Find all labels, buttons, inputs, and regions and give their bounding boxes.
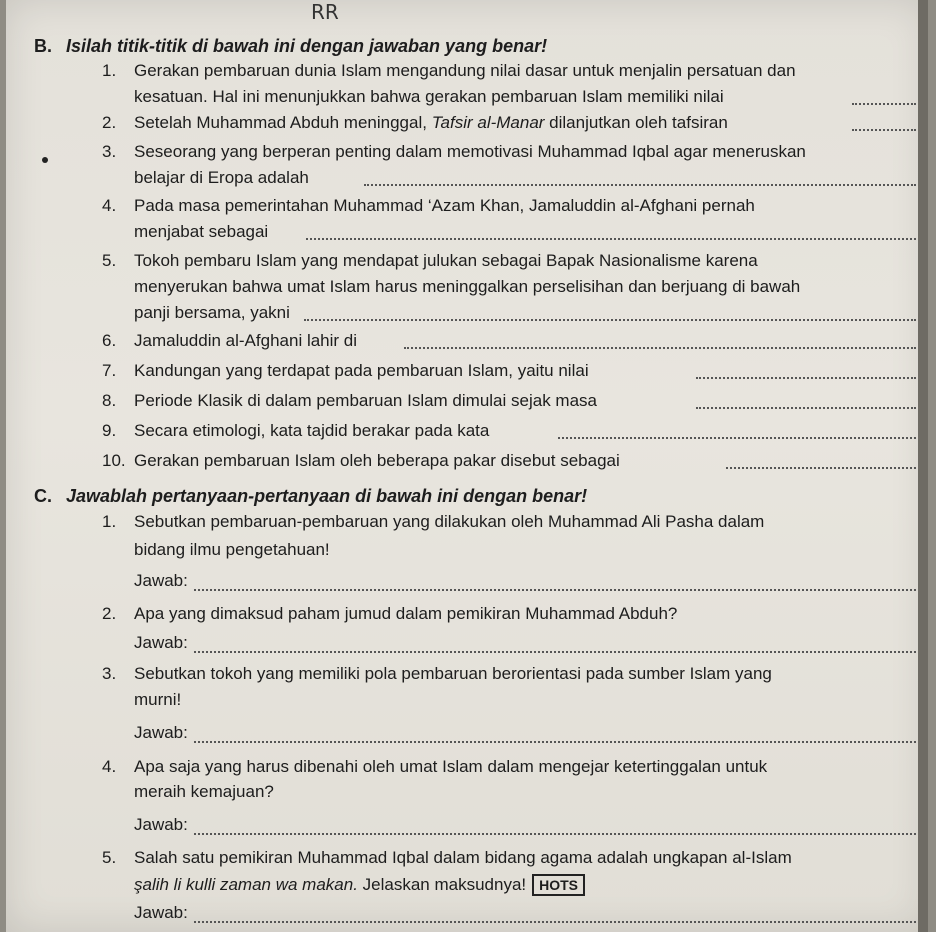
b3-number: 3. (102, 142, 117, 161)
b6-number: 6. (102, 331, 117, 350)
b3-answer-blank[interactable] (364, 184, 916, 186)
b5-text-line3: panji bersama, yakni (134, 303, 290, 322)
b5-number: 5. (102, 251, 117, 270)
b9-text: Secara etimologi, kata tajdid berakar pada kata (134, 421, 490, 440)
b1-text-line2: kesatuan. Hal ini menunjukkan bahwa gerakan pembaruan Islam memiliki nilai (134, 87, 724, 106)
c2-answer-line[interactable] (194, 651, 916, 653)
b7-text: Kandungan yang terdapat pada pembaruan Islam, yaitu nilai (134, 361, 589, 380)
handwritten-mark: RR (311, 0, 339, 24)
b3-text-line1: Seseorang yang berperan penting dalam memotivasi Muhammad Iqbal agar meneruskan (134, 142, 806, 161)
c4-answer-line[interactable] (194, 833, 916, 835)
b7-number: 7. (102, 361, 117, 380)
b9-answer-blank[interactable] (558, 437, 916, 439)
c5-text-line1: Salah satu pemikiran Muhammad Iqbal dalam bidang agama adalah ungkapan al-Islam (134, 848, 792, 867)
c1-text-line2: bidang ilmu pengetahuan! (134, 540, 330, 559)
c2-number: 2. (102, 604, 117, 623)
c5-text-line2: şalih li kulli zaman wa makan. Jelaskan maksudnya! HOTS (134, 874, 585, 896)
c3-number: 3. (102, 664, 117, 683)
c5-number: 5. (102, 848, 117, 867)
b4-text-line2: menjabat sebagai (134, 222, 269, 241)
c2-text: Apa yang dimaksud paham jumud dalam pemikiran Muhammad Abduh? (134, 604, 678, 623)
b9-number: 9. (102, 421, 117, 440)
b5-answer-blank[interactable] (304, 319, 916, 321)
b1-answer-blank[interactable] (852, 103, 916, 105)
b10-answer-blank[interactable] (726, 467, 916, 469)
c1-text-line1: Sebutkan pembaruan-pembaruan yang dilakukan oleh Muhammad Ali Pasha dalam (134, 512, 765, 531)
c3-text-line1: Sebutkan tokoh yang memiliki pola pembaruan berorientasi pada sumber Islam yang (134, 664, 772, 683)
b10-text: Gerakan pembaruan Islam oleh beberapa pakar disebut sebagai (134, 451, 620, 470)
c5-answer-line[interactable] (194, 921, 916, 923)
c3-answer-line[interactable] (194, 741, 916, 743)
b1-number: 1. (102, 61, 117, 80)
b1-text-line1: Gerakan pembaruan dunia Islam mengandung nilai dasar untuk menjalin persatuan dan (134, 61, 796, 80)
c2-answer-label: Jawab: (134, 633, 188, 652)
ink-dot (42, 157, 48, 163)
c1-answer-line[interactable] (194, 589, 916, 591)
c3-text-line2: murni! (134, 690, 182, 709)
b2-text: Setelah Muhammad Abduh meninggal, Tafsir al-Manar dilanjutkan oleh tafsiran (134, 113, 728, 132)
b6-text: Jamaluddin al-Afghani lahir di (134, 331, 358, 350)
b2-number: 2. (102, 113, 117, 132)
worksheet-page (6, 0, 928, 932)
b5-text-line1: Tokoh pembaru Islam yang mendapat julukan sebagai Bapak Nasionalisme karena (134, 251, 758, 270)
b4-text-line1: Pada masa pemerintahan Muhammad ‘Azam Khan, Jamaluddin al-Afghani pernah (134, 196, 755, 215)
b5-text-line2: menyerukan bahwa umat Islam harus meninggalkan perselisihan dan berjuang di bawah (134, 277, 801, 296)
b7-answer-blank[interactable] (696, 377, 916, 379)
b8-number: 8. (102, 391, 117, 410)
c4-number: 4. (102, 757, 117, 776)
c3-answer-label: Jawab: (134, 723, 188, 742)
c4-text-line1: Apa saja yang harus dibenahi oleh umat Islam dalam mengejar ketertinggalan untuk (134, 757, 768, 776)
page-edge (918, 0, 928, 932)
section-c-title: C. Jawablah pertanyaan-pertanyaan di bawah ini dengan benar! (34, 486, 588, 506)
hots-badge: HOTS (532, 874, 585, 896)
c1-number: 1. (102, 512, 117, 531)
c4-text-line2: meraih kemajuan? (134, 782, 274, 801)
b2-answer-blank[interactable] (852, 129, 916, 131)
b8-answer-blank[interactable] (696, 407, 916, 409)
b8-text: Periode Klasik di dalam pembaruan Islam dimulai sejak masa (134, 391, 597, 410)
c4-answer-label: Jawab: (134, 815, 188, 834)
c1-answer-label: Jawab: (134, 571, 188, 590)
b3-text-line2: belajar di Eropa adalah (134, 168, 309, 187)
b10-number: 10. (102, 451, 126, 470)
section-b-title: B. Isilah titik-titik di bawah ini dengan jawaban yang benar! (34, 36, 548, 56)
b6-answer-blank[interactable] (404, 347, 916, 349)
b4-answer-blank[interactable] (306, 238, 916, 240)
c5-answer-label: Jawab: (134, 903, 188, 922)
b4-number: 4. (102, 196, 117, 215)
